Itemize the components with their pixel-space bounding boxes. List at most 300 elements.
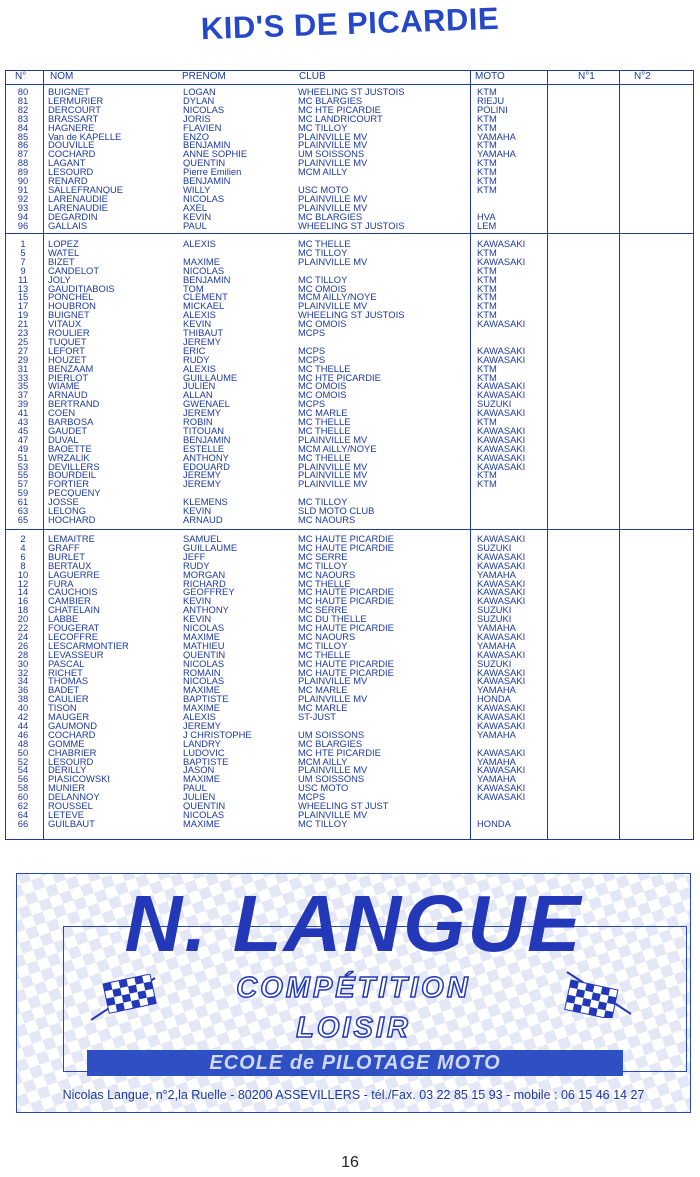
cell-nom: LESCARMONTIER [48,640,129,650]
cell-num: 90 [17,176,29,185]
cell-club: MCPS [298,328,326,337]
cell-num: 87 [17,149,29,159]
cell-num: 14 [17,587,29,597]
table-row [6,275,693,284]
table-row [6,739,693,748]
table-row [6,497,693,506]
table-row [6,552,693,561]
cell-club: MC TILLOY [298,560,348,570]
cell-moto: KTM [477,113,497,123]
cell-nom: LEMAITRE [48,534,95,543]
cell-moto: KTM [477,247,497,257]
cell-num: 43 [17,417,29,426]
cell-prenom: RUDY [183,560,210,570]
cell-moto: KTM [477,310,497,320]
cell-moto: KTM [477,292,497,302]
cell-prenom: ENZO [183,131,210,141]
cell-club: WHEELING ST JUSTOIS [298,87,405,96]
cell-nom: THOMAS [48,676,89,686]
cell-prenom: KEVIN [183,319,212,329]
table-row [6,783,693,792]
cell-moto: KTM [477,122,497,132]
cell-prenom: ALLAN [183,390,213,400]
cell-moto: KAWASAKI [477,596,526,606]
cell-num: 61 [17,497,29,507]
cell-club: PLAINVILLE MV [298,256,368,266]
cell-prenom: ERIC [183,345,206,355]
cell-moto: KAWASAKI [477,578,526,588]
cell-moto: KAWASAKI [477,703,526,713]
cell-club: MC DU THELLE [298,614,367,624]
header-moto: MOTO [475,71,505,82]
cell-nom: PONCHEL [48,292,94,302]
cell-club: WHEELING ST JUSTOIS [298,220,405,230]
table-row [6,328,693,337]
cell-nom: BURLET [48,551,85,561]
cell-nom: DOUVILLE [48,140,95,150]
cell-club: MC THELLE [298,363,351,373]
cell-moto: SUZUKI [477,542,512,552]
cell-num: 32 [17,667,29,677]
cell-club: PLAINVILLE MV [298,193,368,203]
cell-num: 96 [17,220,29,230]
cell-prenom: WILLY [183,184,211,194]
table-row [6,453,693,462]
cell-nom: LABBE [48,614,79,624]
cell-prenom: ALEXIS [183,363,216,373]
cell-prenom: KEVIN [183,211,212,221]
cell-club: MCM AILLY/NOYE [298,292,377,302]
sponsor-advert [16,873,691,1113]
cell-num: 23 [17,328,29,337]
page-title: KID'S DE PICARDIE [200,0,500,47]
cell-num: 17 [17,301,29,311]
table-row [6,176,693,185]
cell-prenom: MAXIME [183,774,220,784]
cell-prenom: GUILLAUME [183,542,238,552]
table-row [6,479,693,488]
cell-num: 11 [18,274,28,284]
cell-prenom: NICOLAS [183,623,225,632]
advert-banner: ECOLE de PILOTAGE MOTO [87,1050,623,1076]
cell-prenom: ARNAUD [183,514,223,524]
cell-nom: GUILBAUT [48,818,95,828]
cell-club: MC THELLE [298,578,351,588]
cell-prenom: ALEXIS [183,712,216,721]
cell-prenom: MORGAN [183,569,226,579]
cell-num: 51 [17,452,29,462]
table-row [6,248,693,257]
cell-club: MC TILLOY [298,497,348,507]
cell-num: 84 [17,122,29,132]
cell-num: 6 [20,551,26,561]
cell-num: 37 [17,390,29,400]
cell-moto: KTM [477,140,497,150]
cell-nom: HOUBRON [48,301,96,311]
cell-num: 24 [17,631,29,641]
cell-moto: KAWASAKI [477,443,526,453]
cell-club: PLAINVILLE MV [298,470,368,480]
cell-prenom: GEOFFREY [183,587,235,597]
cell-nom: COEN [48,408,76,418]
cell-nom: MUNIER [48,783,85,793]
table-row [6,650,693,659]
cell-nom: GALLAIS [48,220,88,230]
cell-nom: JOLY [48,274,71,284]
table-row [6,470,693,479]
cell-num: 31 [17,363,29,373]
table-row [6,132,693,141]
cell-club: MCM AILLY [298,756,348,766]
cell-nom: DEGARDIN [48,211,98,221]
cell-club: PLAINVILLE MV [298,158,368,168]
cell-prenom: MAXIME [183,631,220,641]
cell-club: PLAINVILLE MV [298,434,368,444]
table-row [6,515,693,524]
cell-nom: SALLEFRANQUE [48,184,124,194]
cell-nom: BAOETTE [48,443,92,453]
cell-moto: KAWASAKI [477,534,526,543]
cell-moto: KTM [477,176,497,185]
cell-nom: PECQUENY [48,488,101,498]
table-row [6,579,693,588]
cell-num: 64 [17,809,29,819]
cell-prenom: THIBAUT [183,328,224,337]
cell-prenom: NICOLAS [183,676,225,686]
cell-club: MC OMOIS [298,319,347,329]
cell-prenom: ANNE SOPHIE [183,149,248,159]
cell-prenom: KEVIN [183,614,212,624]
cell-num: 50 [17,747,29,757]
table-row [6,685,693,694]
cell-club: MC THELLE [298,417,351,426]
table-row [6,292,693,301]
table-row [6,694,693,703]
cell-prenom: ALEXIS [183,239,216,248]
table-row [6,373,693,382]
table-row [6,194,693,203]
table-row [6,310,693,319]
table-row [6,774,693,783]
table-row [6,623,693,632]
table-row [6,506,693,515]
cell-club: MC NAOURS [298,514,356,524]
cell-num: 59 [17,488,29,498]
cell-nom: GOMME [48,738,85,748]
cell-num: 1 [20,239,26,248]
cell-club: MC SERRE [298,605,348,615]
cell-nom: TISON [48,703,77,713]
cell-prenom: JORIS [183,113,211,123]
cell-prenom: QUENTIN [183,801,226,810]
cell-nom: GAUDITIABOIS [48,283,115,293]
advert-competition: COMPÉTITION [236,972,471,1004]
table-row [6,587,693,596]
cell-nom: RICHET [48,667,83,677]
table-row [6,765,693,774]
cell-moto: KTM [477,283,497,293]
cell-nom: LOPEZ [48,239,79,248]
cell-moto: SUZUKI [477,605,512,615]
cell-num: 19 [17,310,29,320]
cell-num: 57 [17,479,29,489]
cell-moto: KTM [477,184,497,194]
cell-club: MC TILLOY [298,818,348,828]
cell-num: 42 [17,712,29,721]
cell-num: 29 [17,354,29,364]
cell-prenom: MATHIEU [183,640,225,650]
cell-club: PLAINVILLE MV [298,461,368,471]
cell-club: MCM AILLY/NOYE [298,443,377,453]
cell-club: MC BLARGIES [298,738,363,748]
cell-nom: LECOFFRE [48,631,99,641]
table-row [6,105,693,114]
cell-num: 65 [17,514,29,524]
cell-moto: KAWASAKI [477,434,526,444]
cell-nom: GRAFF [48,542,80,552]
cell-nom: CAUCHOIS [48,587,98,597]
table-row [6,114,693,123]
cell-club: MC HTE PICARDIE [298,747,381,757]
cell-nom: LERMURIER [48,95,104,105]
cell-nom: CAULIER [48,694,89,704]
cell-club: PLAINVILLE MV [298,131,368,141]
cell-club: PLAINVILLE MV [298,202,368,212]
cell-club: PLAINVILLE MV [298,479,368,489]
cell-moto: HVA [477,211,496,221]
cell-moto: KAWASAKI [477,712,526,721]
cell-prenom: NICOLAS [183,104,225,114]
cell-nom: ROULIER [48,328,90,337]
cell-moto: KAWASAKI [477,452,526,462]
cell-club: PLAINVILLE MV [298,809,368,819]
table-row [6,534,693,543]
header-club: CLUB [299,71,326,82]
cell-prenom: QUENTIN [183,158,226,168]
advert-contact: Nicolas Langue, n°2,la Ruelle - 80200 ASSEVILLERS - tél./Fax. 03 22 85 15 93 - mobile : 06 15 46 14 27 [62,1088,645,1102]
cell-prenom: BAPTISTE [183,694,229,704]
cell-club: MC TILLOY [298,274,348,284]
cell-nom: FORTIER [48,479,89,489]
cell-moto: KTM [477,265,497,275]
cell-club: MC THELLE [298,425,351,435]
cell-moto: HONDA [477,694,511,704]
cell-nom: HOCHARD [48,514,96,524]
cell-club: MC HAUTE PICARDIE [298,542,394,552]
cell-prenom: MICKAEL [183,301,225,311]
cell-prenom: LUDOVIC [183,747,225,757]
cell-club: UM SOISSONS [298,729,365,739]
cell-nom: COCHARD [48,729,96,739]
cell-prenom: BAPTISTE [183,756,229,766]
cell-club: MC HAUTE PICARDIE [298,534,394,543]
cell-moto: HONDA [477,818,511,828]
cell-nom: BERTAUX [48,560,92,570]
table-row [6,364,693,373]
cell-prenom: GWENAEL [183,399,230,409]
cell-num: 60 [17,792,29,802]
table-row [6,792,693,801]
cell-num: 2 [20,534,26,543]
table-row [6,748,693,757]
cell-club: MC TILLOY [298,247,348,257]
cell-club: ST-JUST [298,712,337,721]
cell-num: 20 [17,614,29,624]
cell-club: MC TILLOY [298,640,348,650]
cell-club: MC THELLE [298,452,351,462]
header-prenom: PRENOM [182,71,226,82]
cell-moto: KAWASAKI [477,792,526,802]
cell-num: 46 [17,729,29,739]
cell-num: 54 [17,765,29,775]
cell-nom: LESOURD [48,756,94,766]
cell-club: MC BLARGIES [298,95,363,105]
cell-prenom: PAUL [183,220,207,230]
cell-moto: KTM [477,372,497,382]
cell-num: 8 [20,560,26,570]
cell-prenom: NICOLAS [183,265,225,275]
table-row [6,605,693,614]
cell-moto: KAWASAKI [477,319,526,329]
cell-prenom: CLEMENT [183,292,228,302]
cell-nom: FURA [48,578,74,588]
cell-prenom: JEREMY [183,408,222,418]
cell-moto: KTM [477,158,497,168]
cell-club: MCM AILLY [298,167,348,177]
cell-club: MC MARLE [298,703,348,713]
cell-num: 28 [17,649,29,659]
cell-nom: CHABRIER [48,747,97,757]
cell-club: PLAINVILLE MV [298,676,368,686]
table-row [6,257,693,266]
table-row [6,346,693,355]
table-row [6,319,693,328]
cell-moto: YAMAHA [477,729,516,739]
cell-nom: FOUGERAT [48,623,100,632]
cell-prenom: JEREMY [183,336,222,346]
cell-prenom: ROMAIN [183,667,221,677]
cell-nom: PIASICOWSKI [48,774,110,784]
cell-nom: ROUSSEL [48,801,93,810]
table-row [6,721,693,730]
table-row [6,462,693,471]
cell-club: PLAINVILLE MV [298,694,368,704]
cell-club: UM SOISSONS [298,149,365,159]
cell-prenom: BENJAMIN [183,274,231,284]
cell-prenom: ANTHONY [183,605,229,615]
cell-num: 16 [17,596,29,606]
table-row [6,239,693,248]
cell-moto: KTM [477,417,497,426]
table-row [6,408,693,417]
cell-nom: COCHARD [48,149,96,159]
cell-prenom: KEVIN [183,506,212,515]
cell-num: 52 [17,756,29,766]
cell-club: MC HAUTE PICARDIE [298,667,394,677]
cell-moto: KAWASAKI [477,425,526,435]
cell-moto: KAWASAKI [477,408,526,418]
cell-club: PLAINVILLE MV [298,765,368,775]
cell-club: WHEELING ST JUSTOIS [298,310,405,320]
cell-moto: SUZUKI [477,658,512,668]
cell-moto: KAWASAKI [477,631,526,641]
header-n1: N°1 [578,71,595,82]
cell-nom: BUIGNET [48,310,90,320]
cell-nom: MAUGER [48,712,90,721]
cell-moto: KTM [477,167,497,177]
cell-nom: Van de KAPELLE [48,131,122,141]
cell-num: 81 [17,95,29,105]
cell-num: 86 [17,140,29,150]
cell-prenom: KLEMENS [183,497,228,507]
table-row [6,543,693,552]
cell-moto: KAWASAKI [477,461,526,471]
cell-moto: LEM [477,220,497,230]
cell-moto: KTM [477,301,497,311]
table-row [6,488,693,497]
cell-moto: KAWASAKI [477,560,526,570]
cell-prenom: TOM [183,283,204,293]
cell-num: 85 [17,131,29,141]
cell-prenom: MAXIME [183,818,220,828]
cell-num: 88 [17,158,29,168]
cell-moto: KAWASAKI [477,783,526,793]
cell-nom: LELONG [48,506,87,515]
cell-num: 66 [17,818,29,828]
table-row [6,561,693,570]
table-row [6,140,693,149]
riders-table [5,70,694,840]
cell-num: 82 [17,104,29,114]
cell-num: 18 [17,605,29,615]
cell-num: 33 [17,372,29,382]
cell-num: 41 [17,408,29,418]
cell-moto: KAWASAKI [477,551,526,561]
cell-prenom: AXEL [183,202,207,212]
cell-club: MC TILLOY [298,122,348,132]
cell-num: 13 [17,283,29,293]
cell-moto: KTM [477,470,497,480]
cell-nom: LAGUERRE [48,569,100,579]
group-separator [6,233,693,234]
cell-nom: GAUDET [48,425,88,435]
cell-nom: LESOURD [48,167,94,177]
cell-nom: TUQUET [48,336,87,346]
cell-num: 36 [17,685,29,695]
cell-num: 47 [17,434,29,444]
cell-moto: YAMAHA [477,149,516,159]
cell-moto: RIEJU [477,95,505,105]
cell-nom: WATEL [48,247,80,257]
cell-prenom: MAXIME [183,256,220,266]
cell-nom: BUIGNET [48,87,90,96]
cell-moto: KTM [477,363,497,373]
cell-moto: KTM [477,479,497,489]
cell-club: MCPS [298,345,326,355]
cell-prenom: NICOLAS [183,809,225,819]
cell-prenom: Pierre Emilien [183,167,242,177]
cell-num: 91 [17,184,29,194]
cell-club: MC NAOURS [298,569,356,579]
cell-nom: PIERLOT [48,372,89,382]
cell-prenom: KEVIN [183,596,212,606]
table-row [6,185,693,194]
page-number: 16 [341,1154,359,1171]
cell-nom: BIZET [48,256,75,266]
table-row [6,266,693,275]
cell-nom: LETEVE [48,809,84,819]
cell-prenom: ESTELLE [183,443,225,453]
